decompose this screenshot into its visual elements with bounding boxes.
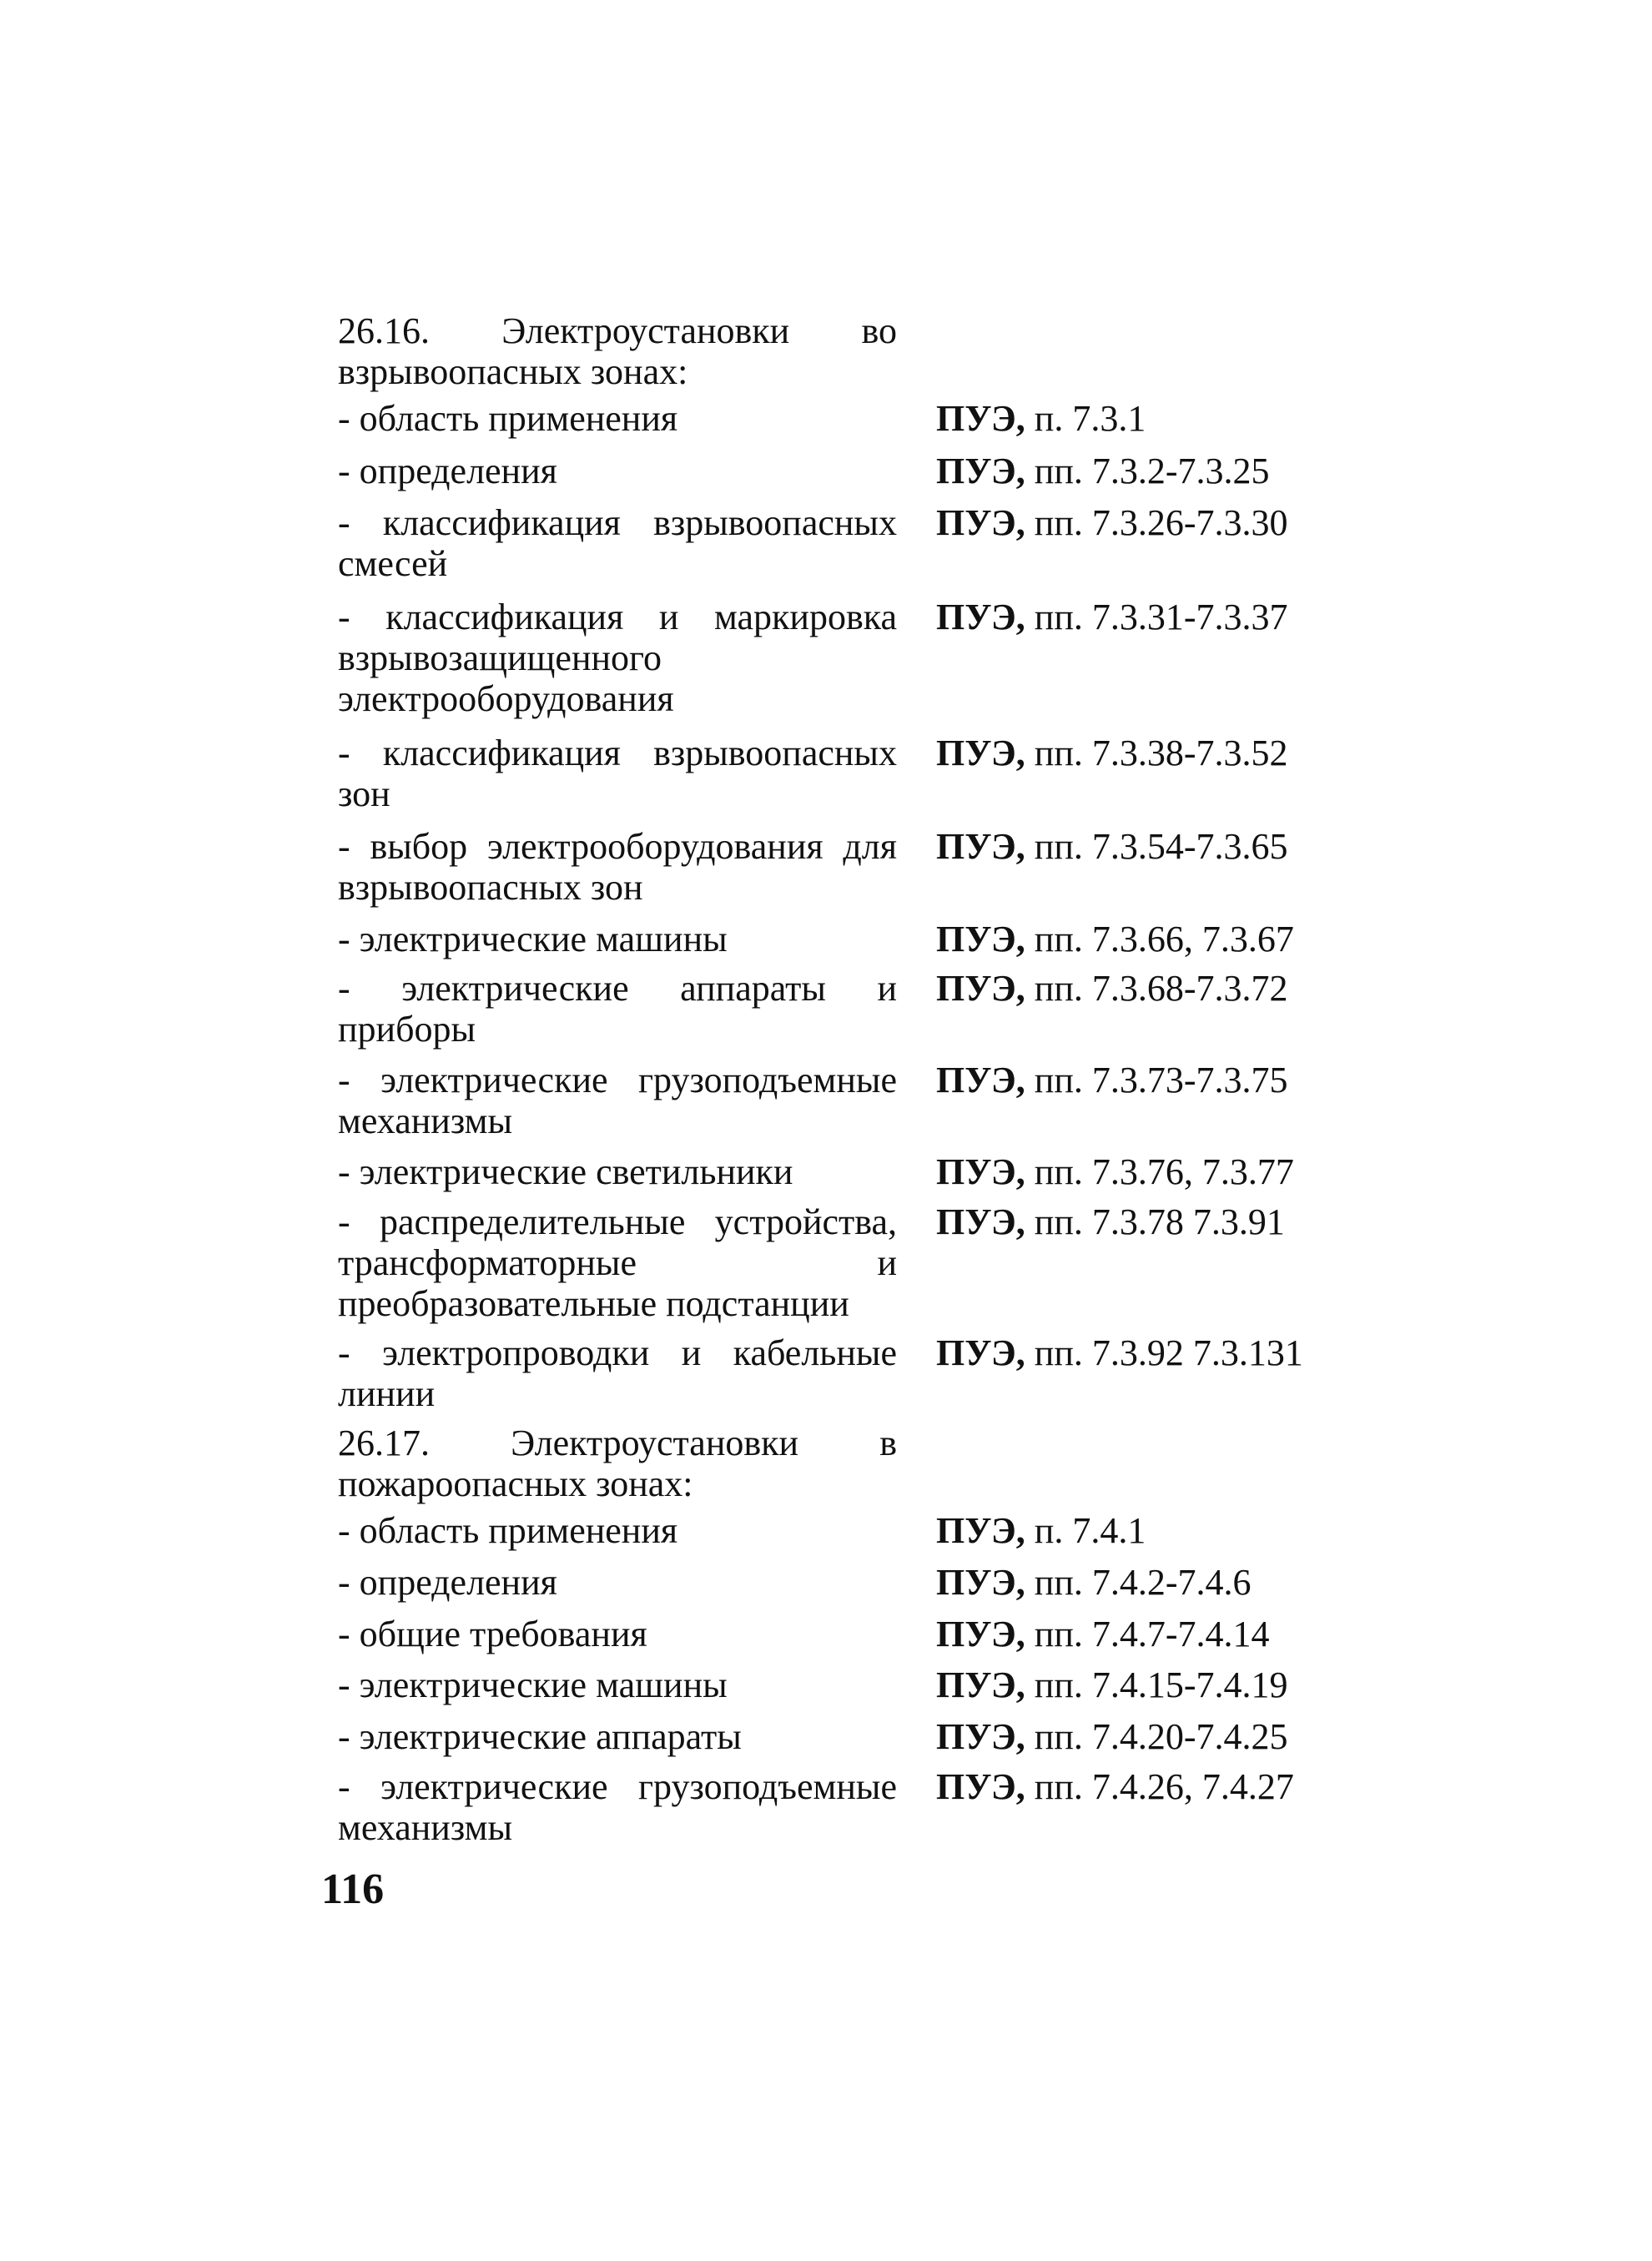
list-item-text: - определения [338, 451, 557, 491]
section-heading-26-17: 26.17. Электроустановки в пожароопасных зонах: [338, 1423, 897, 1504]
reference-clauses: пп. 7.3.2-7.3.25 [1025, 451, 1270, 491]
reference-source: ПУЭ, [936, 1614, 1025, 1654]
list-item-reference [936, 1716, 1370, 1757]
list-item-text: - электрические светильники [338, 1151, 793, 1192]
list-item-reference [936, 1562, 1370, 1603]
reference-source: ПУЭ, [936, 1562, 1025, 1603]
list-item-reference [936, 826, 1370, 867]
reference-clauses: пп. 7.4.26, 7.4.27 [1025, 1766, 1294, 1807]
reference-clauses: пп. 7.3.26-7.3.30 [1025, 502, 1288, 543]
list-item-text: - распределительные устройства, трансформаторные и преобразовательные подстанции [338, 1201, 897, 1324]
list-item-text: - общие требования [338, 1614, 647, 1654]
list-item-text: - электропроводки и кабельные линии [338, 1332, 897, 1414]
list-item-reference [936, 398, 1370, 439]
reference-source: ПУЭ, [936, 826, 1025, 867]
list-item-reference [936, 1201, 1370, 1242]
reference-clauses: пп. 7.4.2-7.4.6 [1025, 1562, 1252, 1603]
reference-source: ПУЭ, [936, 733, 1025, 773]
list-item-text: - электрические аппараты [338, 1716, 742, 1757]
list-item-reference [936, 1151, 1370, 1192]
list-item-text: - электрические грузоподъемные механизмы [338, 1060, 897, 1141]
reference-source: ПУЭ, [936, 398, 1025, 439]
list-item-text: - выбор электрооборудования для взрывоопасных зон [338, 826, 897, 908]
reference-source: ПУЭ, [936, 1151, 1025, 1192]
list-item-reference [936, 733, 1370, 773]
list-item-text: - область применения [338, 1510, 678, 1551]
reference-clauses: пп. 7.3.92 7.3.131 [1025, 1332, 1303, 1373]
list-item-text: - классификация взрывоопасных смесей [338, 502, 897, 584]
list-item-reference [936, 1614, 1370, 1654]
reference-clauses: п. 7.4.1 [1025, 1510, 1146, 1551]
reference-source: ПУЭ, [936, 919, 1025, 959]
reference-clauses: пп. 7.3.78 7.3.91 [1025, 1201, 1285, 1242]
reference-source: ПУЭ, [936, 1716, 1025, 1757]
list-item-text: - классификация и маркировка взрывозащищенного электрооборудования [338, 597, 897, 719]
list-item-reference [936, 502, 1370, 543]
reference-source: ПУЭ, [936, 451, 1025, 491]
list-item-text: - электрические машины [338, 1664, 728, 1705]
reference-source: ПУЭ, [936, 597, 1025, 637]
reference-clauses: пп. 7.3.38-7.3.52 [1025, 733, 1288, 773]
reference-clauses: пп. 7.3.66, 7.3.67 [1025, 919, 1294, 959]
reference-source: ПУЭ, [936, 1664, 1025, 1705]
reference-source: ПУЭ, [936, 1510, 1025, 1551]
list-item-text: - определения [338, 1562, 557, 1603]
reference-source: ПУЭ, [936, 1201, 1025, 1242]
reference-source: ПУЭ, [936, 502, 1025, 543]
list-item-reference [936, 1664, 1370, 1705]
list-item-reference [936, 1766, 1370, 1807]
reference-clauses: пп. 7.4.20-7.4.25 [1025, 1716, 1288, 1757]
reference-source: ПУЭ, [936, 968, 1025, 1009]
reference-source: ПУЭ, [936, 1332, 1025, 1373]
reference-source: ПУЭ, [936, 1060, 1025, 1100]
list-item-reference [936, 919, 1370, 959]
reference-clauses: пп. 7.3.54-7.3.65 [1025, 826, 1288, 867]
reference-clauses: пп. 7.4.7-7.4.14 [1025, 1614, 1270, 1654]
list-item-reference [936, 1060, 1370, 1100]
list-item-text: - электрические машины [338, 919, 728, 959]
page-number: 116 [321, 1866, 385, 1913]
list-item-reference [936, 968, 1370, 1009]
reference-clauses: пп. 7.4.15-7.4.19 [1025, 1664, 1288, 1705]
reference-clauses: пп. 7.3.73-7.3.75 [1025, 1060, 1288, 1100]
list-item-text: - классификация взрывоопасных зон [338, 733, 897, 814]
list-item-text: - электрические грузоподъемные механизмы [338, 1766, 897, 1848]
list-item-text: - электрические аппараты и приборы [338, 968, 897, 1050]
list-item-reference [936, 1510, 1370, 1551]
section-heading-26-16: 26.16. Электроустановки во взрывоопасных зонах: [338, 310, 897, 392]
reference-clauses: пп. 7.3.31-7.3.37 [1025, 597, 1288, 637]
list-item-reference [936, 597, 1370, 637]
list-item-reference [936, 1332, 1370, 1373]
reference-clauses: пп. 7.3.68-7.3.72 [1025, 968, 1288, 1009]
reference-clauses: п. 7.3.1 [1025, 398, 1146, 439]
reference-source: ПУЭ, [936, 1766, 1025, 1807]
reference-clauses: пп. 7.3.76, 7.3.77 [1025, 1151, 1294, 1192]
list-item-reference [936, 451, 1370, 491]
list-item-text: - область применения [338, 398, 678, 439]
